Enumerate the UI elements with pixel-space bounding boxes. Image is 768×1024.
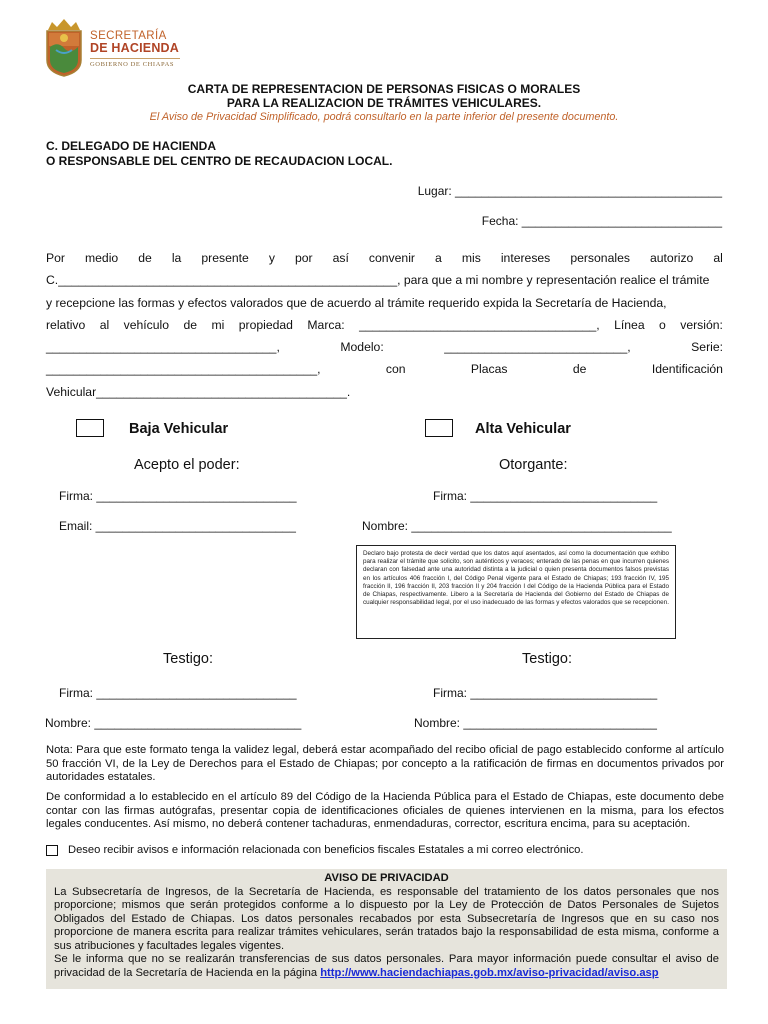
body-line-6-placas[interactable] <box>46 362 723 376</box>
body-line-5-modelo[interactable] <box>46 340 723 354</box>
body-line-1 <box>46 251 723 265</box>
body-word: __________________________________, <box>46 340 280 354</box>
logo-line3: GOBIERNO DE CHIAPAS <box>90 61 175 69</box>
logo-line1: SECRETARÍA <box>90 30 167 42</box>
body-word: autorizo <box>649 251 694 265</box>
declaration-box: Declaro bajo protesta de decir verdad que los datos aquí asentados, así como la documentación que exhibo para realizar el trámite que solicito, son auténticos y veraces; enterado de las penas en que incurren quienes declaran con falsedad ante una autoridad distinta a la judicial o quien presenta documentos falsos previstas en los artículos 406 fracción I, del Código Penal vigente para el Estado de Chiapas; 193 fracción IV, 195 fracción II, 196 fracción II, 203 fracción II y 204 fracción I del Código de la Hacienda Pública para el Estado de Chiapas, respectivamente. Libero a la Secretaría de Hacienda del Gobierno del Estado de Chiapas de cualquier responsabilidad legal, por el uso inadecuado de las formas y efectos valorados que se recepcionen. <box>356 545 676 639</box>
testigo-right-heading: Testigo: <box>522 651 572 667</box>
acepto-poder-heading: Acepto el poder: <box>134 457 240 473</box>
body-word: Marca: <box>307 318 345 332</box>
body-line-7-vehicular[interactable]: Vehicular_____________________________________. <box>46 385 351 399</box>
baja-vehicular-label: Baja Vehicular <box>129 421 229 437</box>
body-word: mi <box>211 318 225 332</box>
otorgante-firma-field[interactable]: Firma: ____________________________ <box>433 489 658 503</box>
body-word: así <box>332 251 349 265</box>
privacy-link[interactable]: http://www.haciendachiapas.gob.mx/aviso-privacidad/aviso.asp <box>320 966 659 979</box>
body-word: a <box>435 251 442 265</box>
body-word: ________________________________________, <box>46 362 321 376</box>
body-word: relativo <box>46 318 86 332</box>
logo-line2: DE HACIENDA <box>90 41 180 56</box>
body-word: propiedad <box>238 318 293 332</box>
addressee-line2: O RESPONSABLE DEL CENTRO DE RECAUDACION LOCAL. <box>46 154 393 168</box>
testigo-left-heading: Testigo: <box>163 651 213 667</box>
body-word: y <box>268 251 275 265</box>
acepto-firma-field[interactable]: Firma: ______________________________ <box>59 489 297 503</box>
email-consent-label: Deseo recibir avisos e información relacionada con beneficios fiscales Estatales a mi correo electrónico. <box>68 844 584 856</box>
document-title-line1: CARTA DE REPRESENTACION DE PERSONAS FISICAS O MORALES <box>187 82 581 96</box>
body-word: al <box>99 318 110 332</box>
coat-of-arms-icon <box>44 16 84 78</box>
otorgante-nombre-field[interactable]: Nombre: _______________________________________ <box>362 519 672 533</box>
body-word: de <box>138 251 152 265</box>
testigo-right-firma-field[interactable]: Firma: ____________________________ <box>433 686 658 700</box>
body-word: la <box>171 251 182 265</box>
privacy-title: AVISO DE PRIVACIDAD <box>324 872 449 884</box>
body-word: presente <box>201 251 249 265</box>
body-word: Identificación <box>651 362 723 376</box>
body-word: intereses <box>500 251 551 265</box>
nota-paragraph: Nota: Para que este formato tenga la validez legal, deberá estar acompañado del recibo oficial de pago establecido conforme al artículo 50 fracción VI, de la Ley de Derechos para el Estado de Chiapas; por concepto a la ratificación de firmas en documentos privados por autoridades estatales. <box>46 744 724 784</box>
fecha-field[interactable]: Fecha: ______________________________ <box>481 214 722 228</box>
body-word: mis <box>461 251 481 265</box>
logo-text <box>90 30 180 69</box>
document-title-line2: PARA LA REALIZACION DE TRÁMITES VEHICULARES. <box>226 96 542 110</box>
body-line-3: y recepcione las formas y efectos valorados que de acuerdo al trámite requerido expida la Secretaría de Hacienda, <box>46 296 667 310</box>
email-consent-checkbox[interactable] <box>46 845 58 856</box>
privacy-paragraph-2 <box>54 953 719 980</box>
privacy-paragraph-2-text: Se le informa que no se realizarán transferencias de sus datos personales. Para mayor información puede consultar el aviso de privacidad de la Secretaría de Hacienda en la página <box>54 953 719 979</box>
logo-divider <box>90 58 180 59</box>
otorgante-heading: Otorgante: <box>499 457 568 473</box>
testigo-left-firma-field[interactable]: Firma: ______________________________ <box>59 686 297 700</box>
body-word: Placas <box>470 362 508 376</box>
body-word: medio <box>85 251 119 265</box>
body-word: o <box>659 318 666 332</box>
body-line-4-marca[interactable] <box>46 318 723 332</box>
body-word: por <box>294 251 313 265</box>
privacy-paragraph-1: La Subsecretaría de Ingresos, de la Secretaría de Hacienda, es responsable del tratamiento de los datos personales que nos proporcione; mismos que serán protegidos conforme a lo dispuesto por la Ley de Protección de Datos Personales de Sujetos Obligados del Estado de Chiapas. Los datos personales recabados por esta Subsecretaría de Ingresos que en su caso nos proporcione de manera escrita para realizar trámites vehiculares, serán tratados bajo la responsabilidad de esta misma, conforme a sus atribuciones y facultades legales vigentes. <box>54 885 719 952</box>
lugar-field[interactable]: Lugar: ________________________________________ <box>417 184 722 198</box>
acepto-email-field[interactable]: Email: ______________________________ <box>59 519 296 533</box>
testigo-right-nombre-field[interactable]: Nombre: _____________________________ <box>414 716 657 730</box>
body-word: al <box>713 251 723 265</box>
body-word: con <box>385 362 406 376</box>
body-word: Por <box>46 251 65 265</box>
testigo-left-nombre-field[interactable]: Nombre: _______________________________ <box>45 716 302 730</box>
body-word: ___________________________________, <box>359 318 600 332</box>
body-word: Modelo: <box>340 340 384 354</box>
email-consent-row <box>46 844 584 856</box>
privacy-notice-box <box>46 869 727 989</box>
body-word: ___________________________, <box>444 340 631 354</box>
body-word: Serie: <box>691 340 723 354</box>
body-word: de <box>183 318 198 332</box>
secretaria-hacienda-logo <box>44 16 184 82</box>
body-word: vehículo <box>123 318 170 332</box>
baja-vehicular-checkbox[interactable] <box>76 419 104 437</box>
alta-vehicular-label: Alta Vehicular <box>475 421 571 437</box>
body-line-2[interactable]: C.__________________________________________________, para que a mi nombre y representación realice el trámite <box>46 273 710 287</box>
alta-vehicular-checkbox[interactable] <box>425 419 453 437</box>
conformidad-paragraph: De conformidad a lo establecido en el artículo 89 del Código de la Hacienda Pública para el Estado de Chiapas, este documento debe contar con las firmas autógrafas, presentar copia de identificaciones oficiales de quienes intervienen en la misma, para los efectos legales conducentes. Así mismo, no deberá contener tachaduras, enmendaduras, corrector, escritura encima, para su aceptación. <box>46 791 724 831</box>
privacy-notice-subtitle: El Aviso de Privacidad Simplificado, podrá consultarlo en la parte inferior del presente documento. <box>149 111 619 123</box>
body-word: Línea <box>614 318 645 332</box>
body-word: personales <box>570 251 630 265</box>
body-word: convenir <box>368 251 415 265</box>
body-word: versión: <box>680 318 723 332</box>
body-word: de <box>572 362 587 376</box>
addressee-line1: C. DELEGADO DE HACIENDA <box>46 139 217 153</box>
